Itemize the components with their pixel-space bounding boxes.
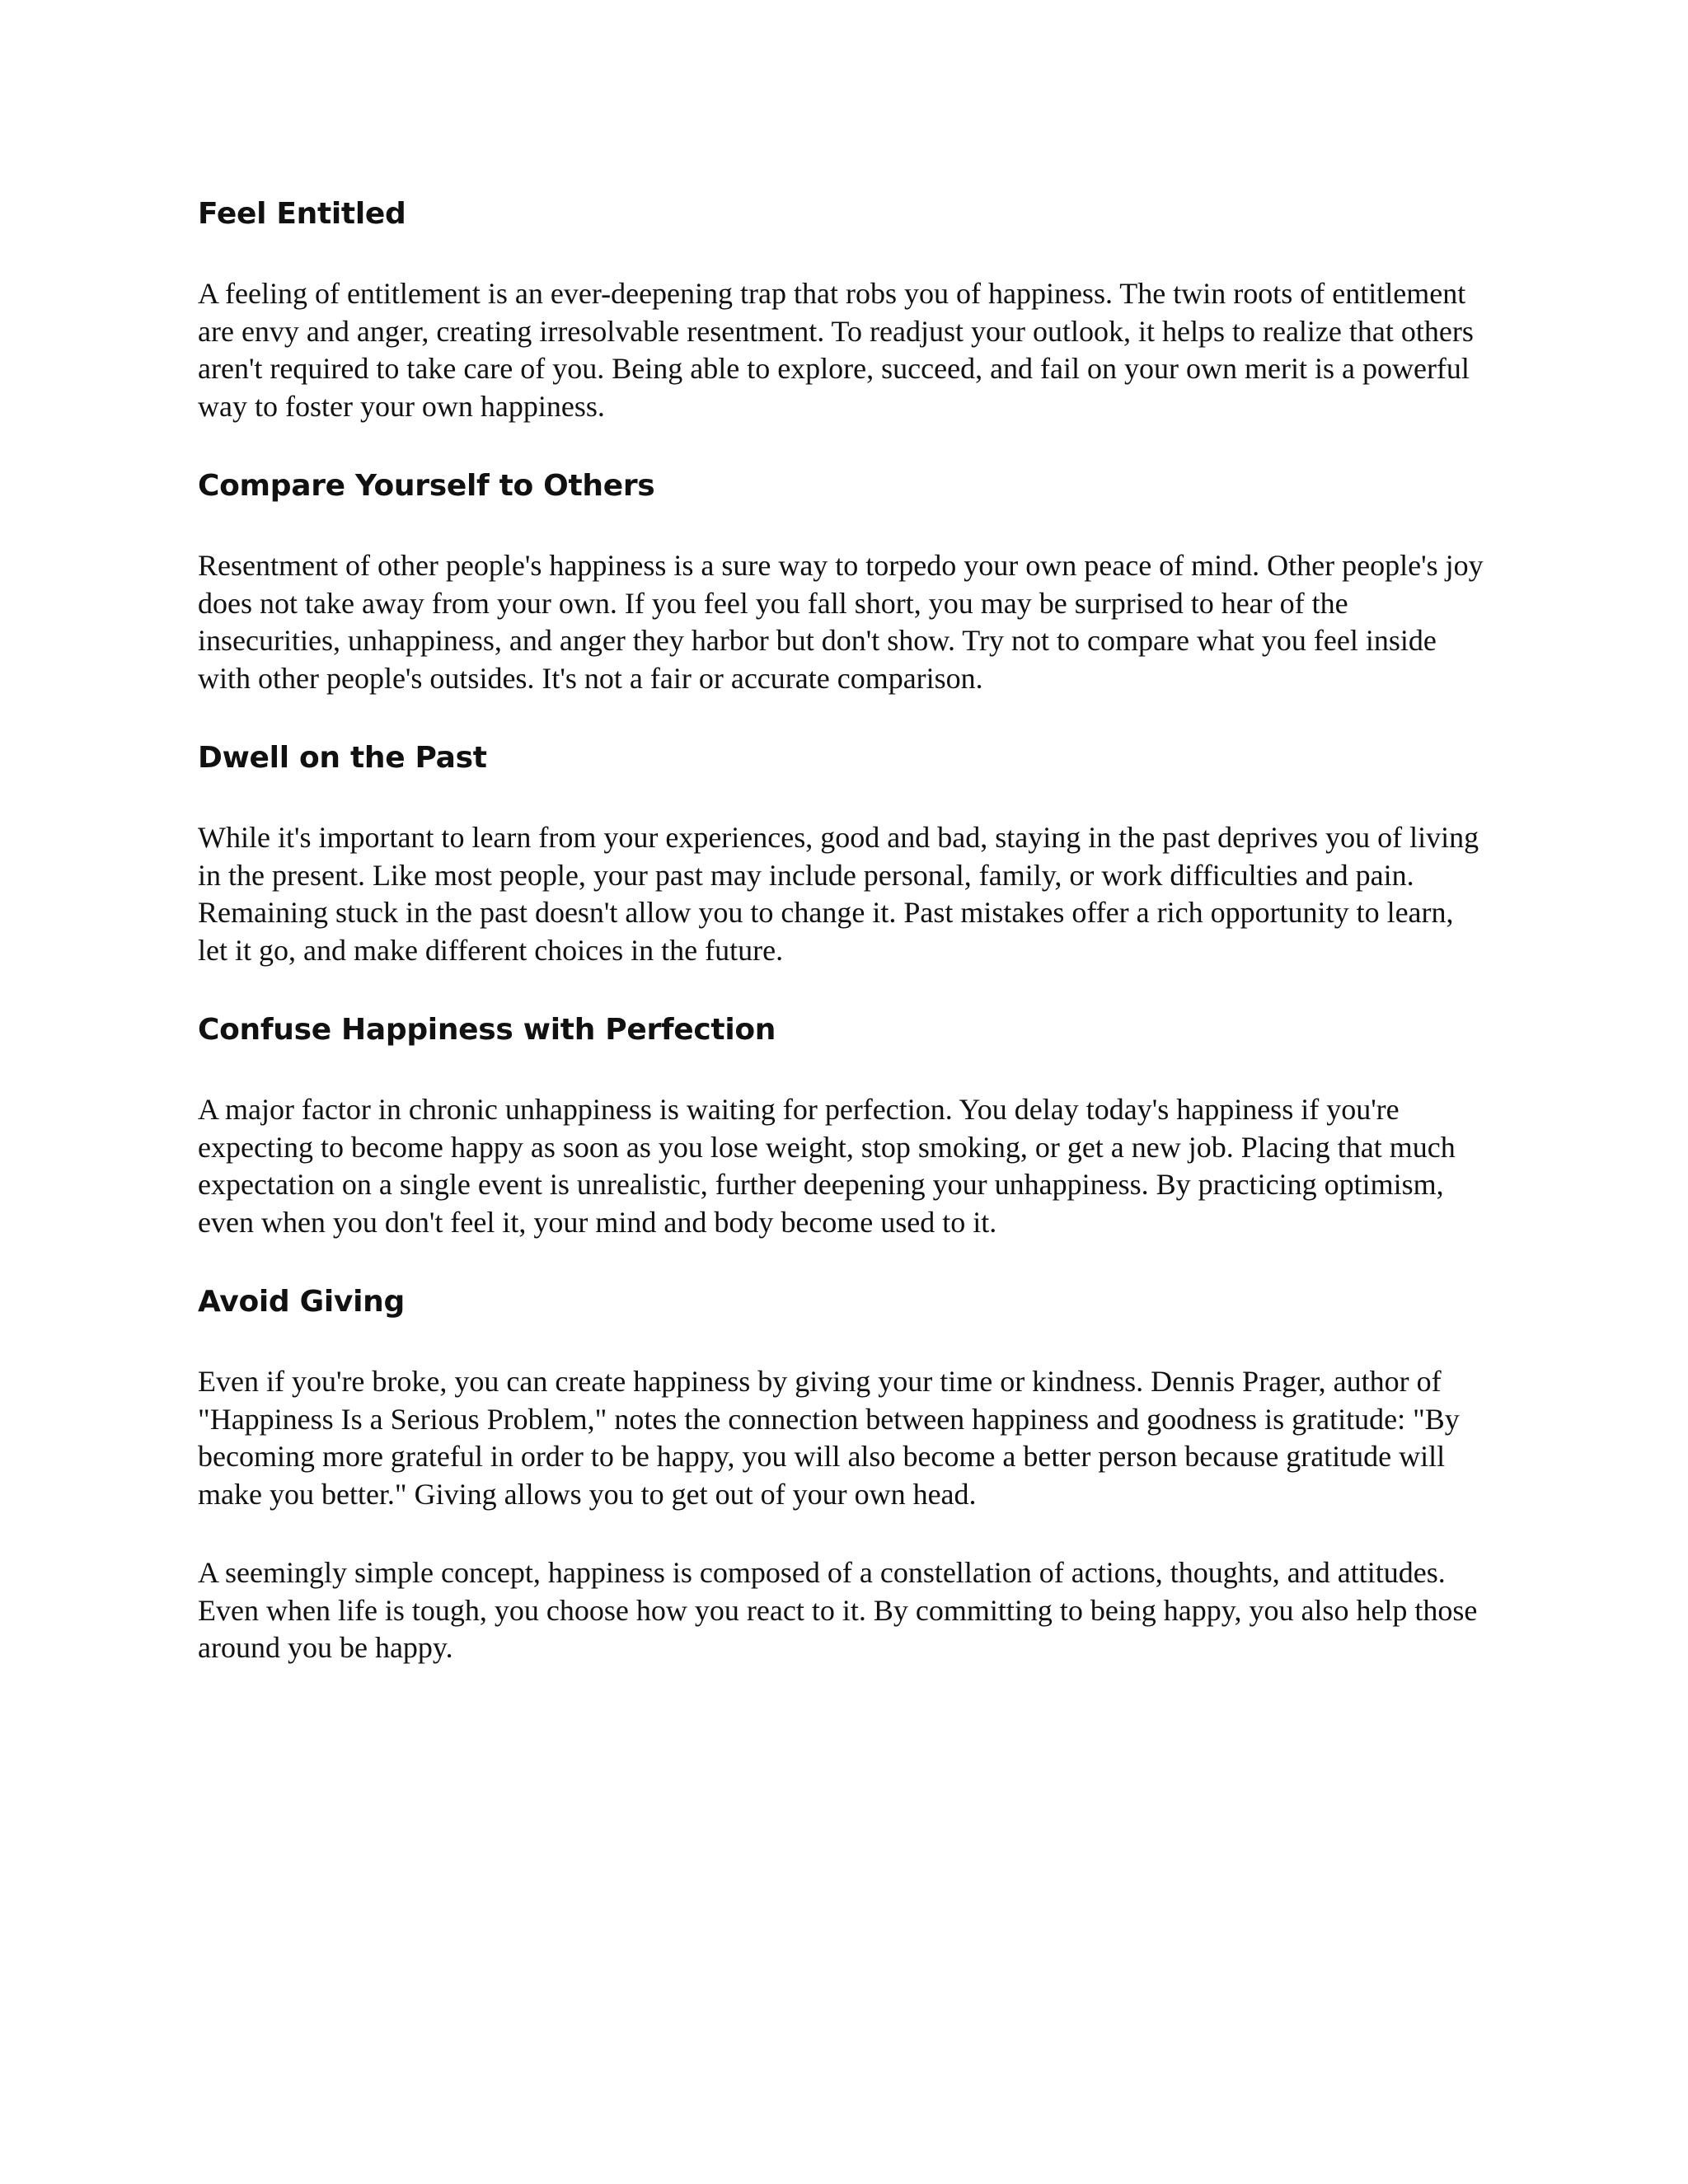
- section-paragraph: Even if you're broke, you can create happiness by giving your time or kindness. Dennis Prager, author of "Happiness Is a Serious Problem," notes the connection between happiness and goodness is gratitude: "By becoming more grateful in order to be happy, you will also become a better person because gratitude will make you better." Giving allows you to get out of your own head.: [198, 1365, 1460, 1511]
- section-paragraph: A feeling of entitlement is an ever-deepening trap that robs you of happiness. The twin roots of entitlement are envy and anger, creating irresolvable resentment. To readjust your outlook, it helps to realize that others aren't required to take care of you. Being able to explore, succeed, and fail on your own merit is a powerful way to foster your own happiness.: [198, 277, 1474, 423]
- section-paragraph: While it's important to learn from your experiences, good and bad, staying in the past deprives you of living in the present. Like most people, your past may include personal, family, or work difficulties and pain. Remaining stuck in the past doesn't allow you to change it. Past mistakes offer a rich opportunity to learn, let it go, and make different choices in the future.: [198, 821, 1479, 967]
- section-confuse-happiness: [198, 1010, 1484, 1241]
- section-dwell-on-past: [198, 738, 1484, 969]
- section-compare-yourself: [198, 466, 1484, 697]
- section-heading: Avoid Giving: [198, 1285, 405, 1319]
- document-body: [198, 194, 1484, 1708]
- section-paragraph: Resentment of other people's happiness is a sure way to torpedo your own peace of mind. Other people's joy does not take away from your own. If you feel you fall short, you may be surprised to hear of the insecurities, unhappiness, and anger they harbor but don't show. Try not to compare what you feel inside with other people's outsides. It's not a fair or accurate comparison.: [198, 549, 1484, 695]
- closing-paragraph: A seemingly simple concept, happiness is composed of a constellation of actions, thoughts, and attitudes. Even when life is tough, you choose how you react to it. By committing to being happy, you also help those around you be happy.: [198, 1556, 1478, 1664]
- section-avoid-giving: [198, 1282, 1484, 1667]
- section-heading: Compare Yourself to Others: [198, 469, 655, 503]
- section-heading: Dwell on the Past: [198, 741, 487, 775]
- section-heading: Feel Entitled: [198, 197, 406, 231]
- section-feel-entitled: [198, 194, 1484, 425]
- section-paragraph: A major factor in chronic unhappiness is waiting for perfection. You delay today's happiness if you're expecting to become happy as soon as you lose weight, stop smoking, or get a new job. Placing that much expectation on a single event is unrealistic, further deepening your unhappiness. By practicing optimism, even when you don't feel it, your mind and body become used to it.: [198, 1093, 1456, 1239]
- section-heading: Confuse Happiness with Perfection: [198, 1013, 776, 1047]
